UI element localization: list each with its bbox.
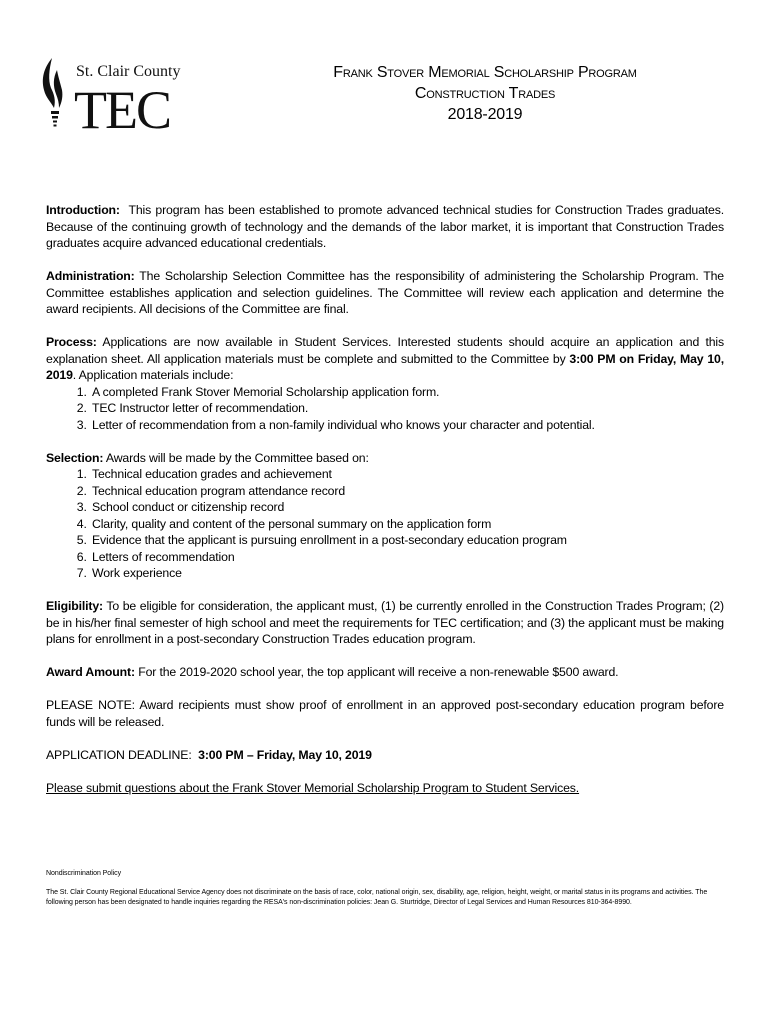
list-item: 5. Evidence that the applicant is pursuing enrollment in a post-secondary education program (90, 532, 724, 549)
eligibility-paragraph (46, 598, 724, 648)
title-program-name: Frank Stover Memorial Scholarship Program (333, 64, 637, 81)
list-item: 6. Letters of recommendation (90, 549, 724, 566)
list-item: 3. Letter of recommendation from a non-family individual who knows your character and potential. (90, 417, 724, 434)
list-item: 7. Work experience (90, 565, 724, 582)
list-item: 1. Technical education grades and achievement (90, 466, 724, 483)
selection-paragraph (46, 450, 724, 467)
document-title (290, 62, 680, 125)
torch-logo-icon (38, 56, 188, 132)
award-text: For the 2019-2020 school year, the top applicant will receive a non-renewable $500 award. (138, 665, 619, 679)
title-year: 2018-2019 (447, 106, 523, 123)
logo-tec-text: TEC (74, 80, 170, 132)
selection-list (46, 466, 724, 582)
list-item: 2. Technical education program attendance record (90, 483, 724, 500)
eligibility-text: To be eligible for consideration, the applicant must, (1) be currently enrolled in the Construction Trades Program; (2) be in his/her final semester of high school and meet the requirements for TEC certification; and (3) the applicant must be making plans for enrollment in a post-secondary Construction Trades education program. (46, 599, 724, 646)
footer-title: Nondiscrimination Policy (46, 870, 122, 877)
please-note-paragraph: PLEASE NOTE: Award recipients must show proof of enrollment in an approved post-secondary education program before funds will be released. (46, 698, 724, 729)
introduction-paragraph (46, 202, 724, 252)
deadline-value: 3:00 PM – Friday, May 10, 2019 (198, 747, 372, 762)
nondiscrimination-footer (46, 869, 724, 908)
administration-paragraph (46, 268, 724, 318)
logo-county-text: St. Clair County (76, 63, 181, 80)
award-label: Award Amount: (46, 665, 135, 679)
submit-questions-note: Please submit questions about the Frank Stover Memorial Scholarship Program to Student Services. (46, 780, 580, 795)
list-item: 3. School conduct or citizenship record (90, 499, 724, 516)
list-item: 1. A completed Frank Stover Memorial Scholarship application form. (90, 384, 724, 401)
administration-text: The Scholarship Selection Committee has the responsibility of administering the Scholarship Program. The Committee establishes application and selection guidelines. The Committee will review each application and determine the award recipients. All decisions of the Committee are final. (46, 269, 725, 316)
selection-label: Selection: (46, 450, 104, 465)
process-list (46, 384, 724, 434)
process-label: Process: (46, 335, 97, 349)
process-text-after: . Application materials include: (72, 368, 234, 382)
tec-logo (38, 56, 188, 132)
process-paragraph (46, 334, 724, 384)
selection-text: Awards will be made by the Committee based on: (105, 450, 369, 465)
process-deadline: 3:00 PM on Friday, May 10, 2019 (46, 351, 724, 382)
deadline-paragraph (46, 747, 724, 764)
administration-label: Administration: (46, 269, 135, 283)
footer-text: The St. Clair County Regional Educational Service Agency does not discriminate on the basis of race, color, national origin, sex, disability, age, religion, height, weight, or marital status in its programs and activities. The following person has been designated to handle inquiries regarding the RESA's non-discrimination policies: Jean G. Sturtridge, Director of Legal Services and Human Resources 810-364-8990. (46, 889, 708, 906)
list-item: 4. Clarity, quality and content of the personal summary on the application form (90, 516, 724, 533)
document-body (46, 202, 724, 813)
title-program-subtitle: Construction Trades (414, 85, 556, 102)
award-paragraph (46, 664, 724, 681)
list-item: 2. TEC Instructor letter of recommendation. (90, 400, 724, 417)
eligibility-label: Eligibility: (46, 599, 103, 613)
process-text: Applications are now available in Student Services. Interested students should acquire an application and this explanation sheet. All application materials must be complete and submitted to the Committee by (46, 335, 724, 366)
introduction-text: This program has been established to promote advanced technical studies for Construction Trades graduates. Because of the continuing growth of technology and the demands of the labor market, it is important that Construction Trades graduates acquire advanced educational credentials. (46, 203, 724, 250)
deadline-label: APPLICATION DEADLINE: (46, 747, 192, 762)
introduction-label: Introduction: (46, 203, 120, 217)
